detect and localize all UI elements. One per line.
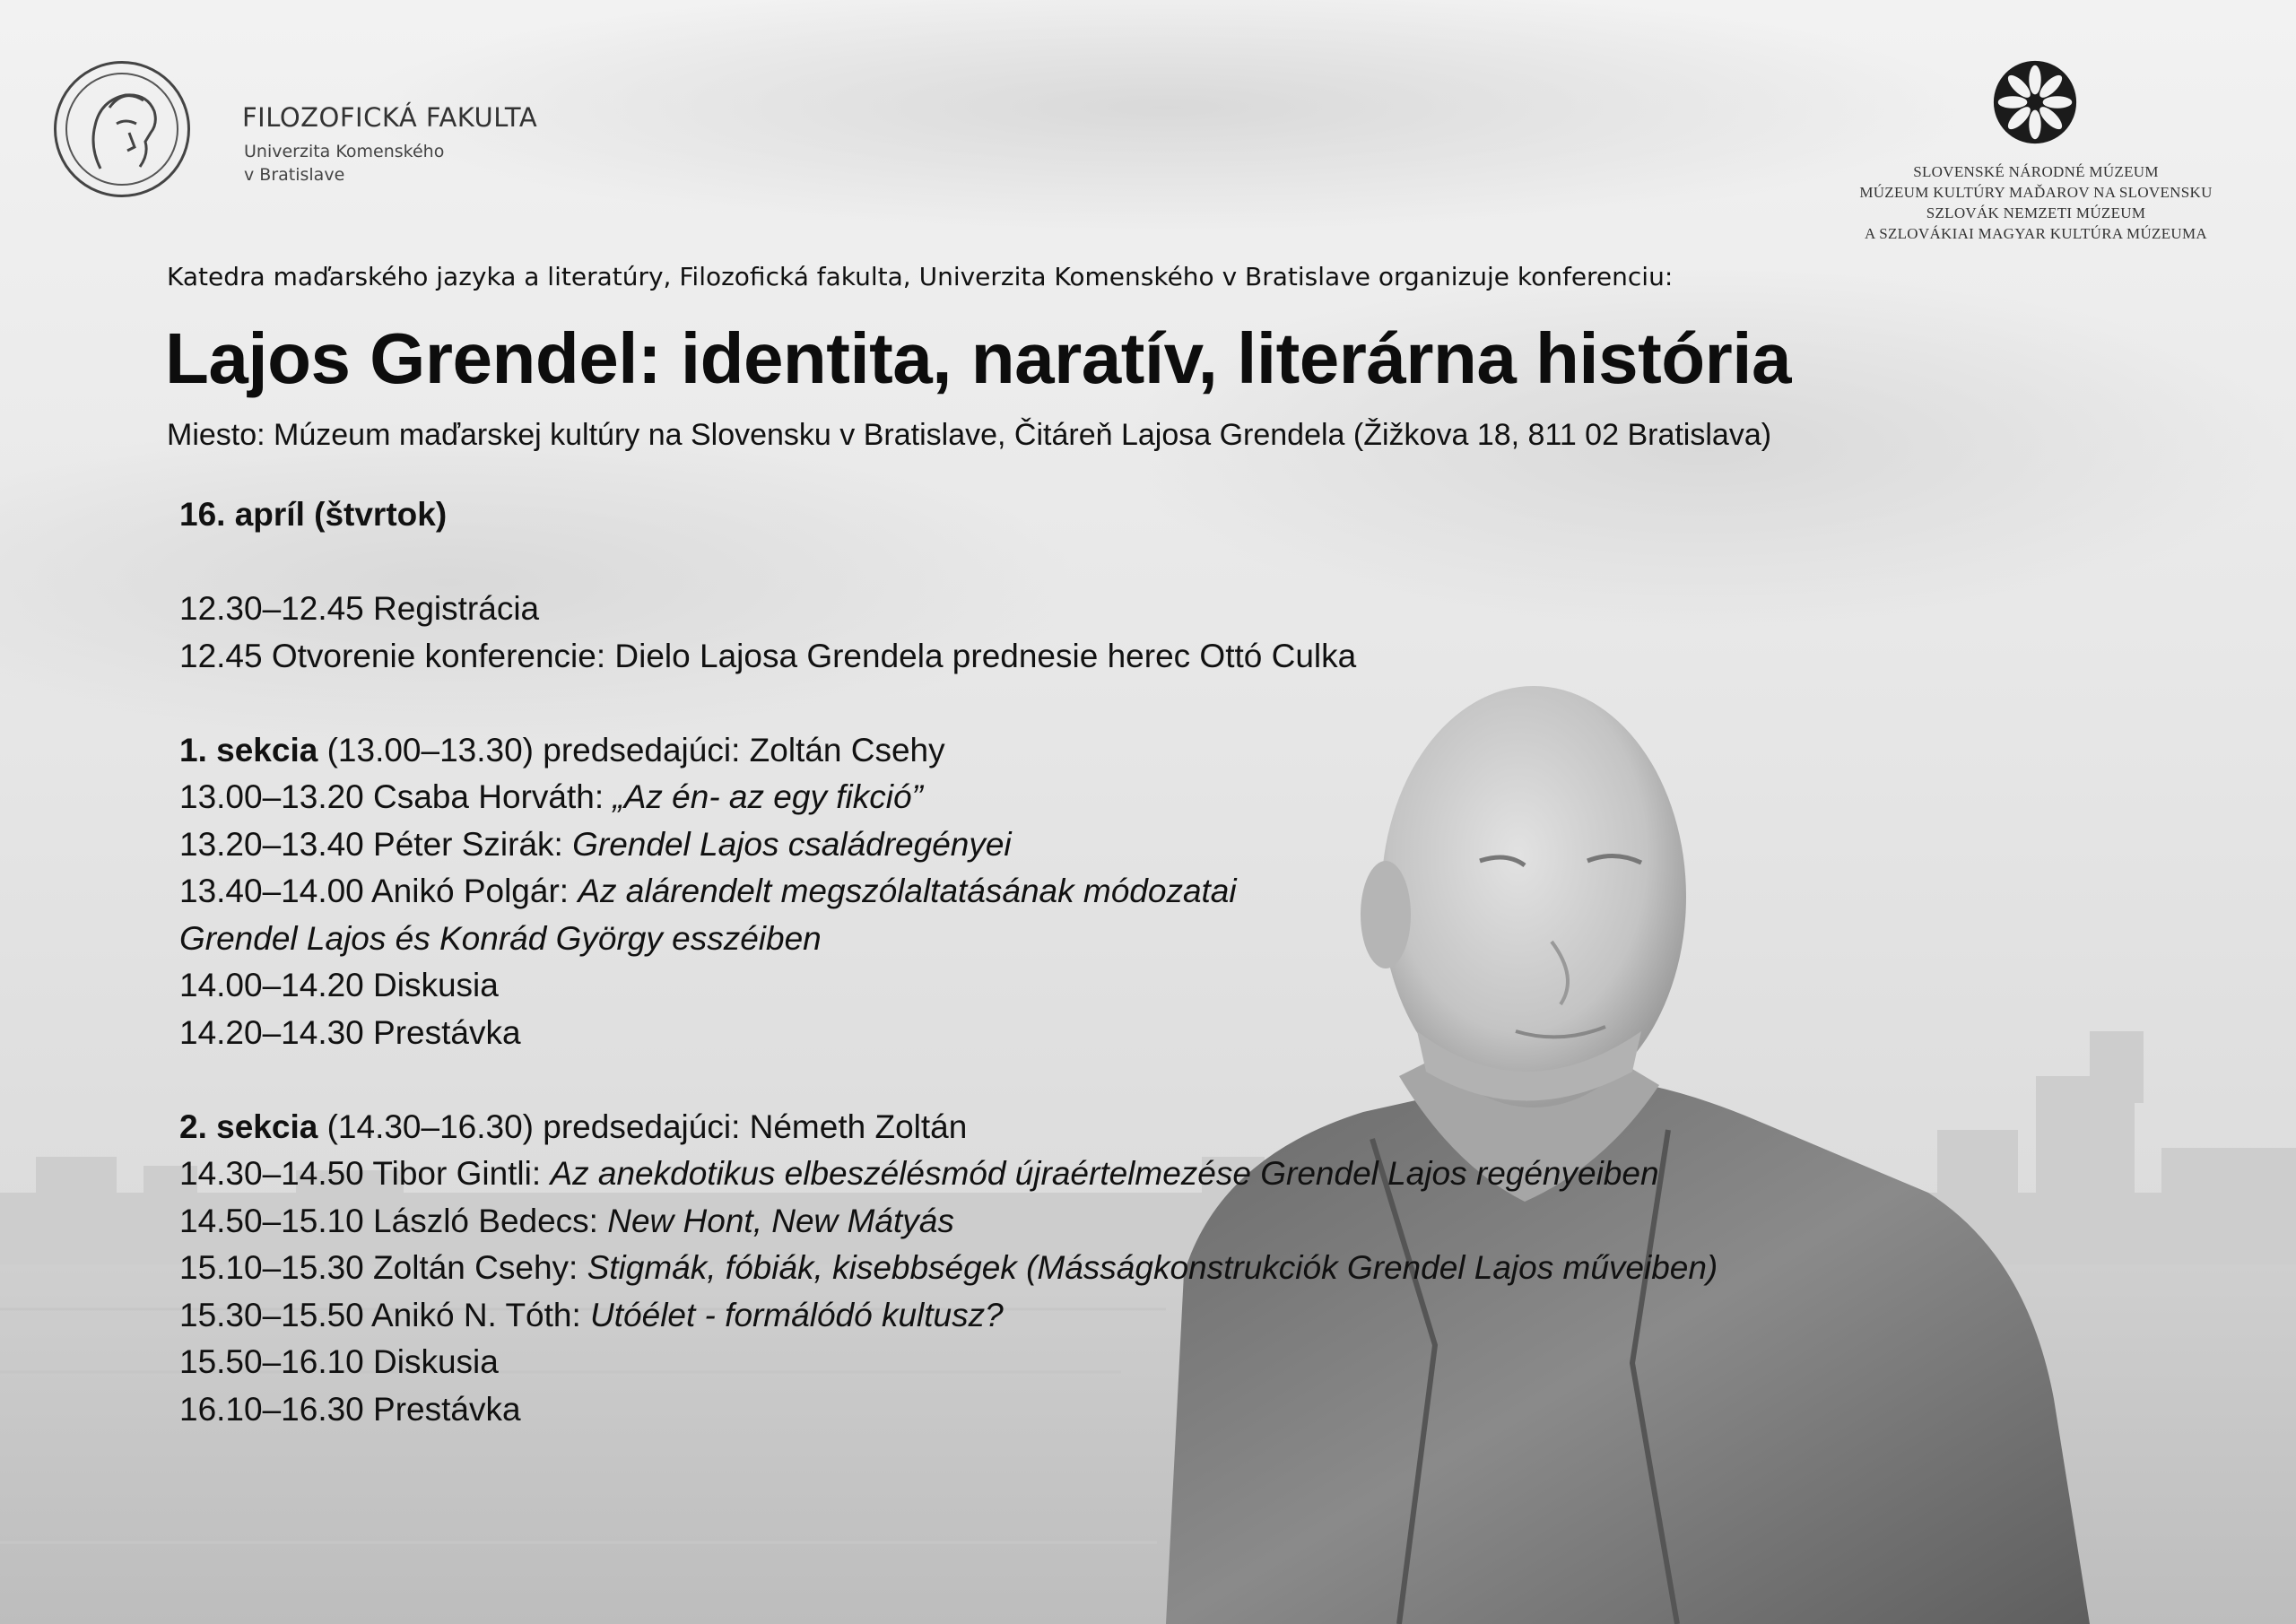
talk-title: „Az én- az egy fikció” [613,778,923,815]
section-heading [179,727,1718,775]
program-item: 14.00–14.20 Diskusia [179,967,499,1003]
talk-title: Utóélet - formálódó kultusz? [590,1296,1004,1333]
faculty-subtitle: Univerzita Komenského v Bratislave [244,142,445,185]
section-name: 1. sekcia [179,731,318,769]
talk-title: New Hont, New Mátyás [607,1202,954,1239]
talk-item: 14.50–15.10 László Bedecs: New Hont, New Mátyás [179,1202,954,1239]
talk-title: Az alárendelt megszólaltatásának módozatai [578,873,1237,909]
helmet-head-icon [54,61,190,197]
talk-title: Grendel Lajos családregényei [572,825,1012,863]
program-item: 12.30–12.45 Registrácia [179,590,540,627]
talk-item: 13.00–13.20 Csaba Horváth: „Az én- az egy fikció” [179,778,923,815]
talk-title: Stigmák, fóbiák, kisebbségek (Másságkonstrukciók Grendel Lajos műveiben) [587,1249,1718,1286]
talk-title-continued: Grendel Lajos és Konrád György esszéiben [179,919,822,957]
museum-logo [1812,54,2260,251]
section-info: (14.30–16.30) predsedajúci: Németh Zoltán [317,1107,968,1145]
faculty-logo [54,61,556,204]
venue-text: Miesto: Múzeum maďarskej kultúry na Slovensku v Bratislave, Čitáreň Lajosa Grendela (Žižkova 18, 811 02 Bratislava) [167,418,1772,452]
program-item: 15.50–16.10 Diskusia [179,1343,499,1380]
section-name: 2. sekcia [179,1107,318,1145]
talk-item: 15.30–15.50 Anikó N. Tóth: Utóélet - formálódó kultusz? [179,1296,1004,1333]
talk-item: 13.40–14.00 Anikó Polgár: Az alárendelt megszólaltatásának módozatai [179,873,1237,909]
talk-item: 15.10–15.30 Zoltán Csehy: Stigmák, fóbiák, kisebbségek (Másságkonstrukciók Grendel Lajos műveiben) [179,1249,1718,1286]
talk-item: 13.20–13.40 Péter Szirák: Grendel Lajos családregényei [179,825,1012,863]
program [179,491,1718,1433]
museum-name: SLOVENSKÉ NÁRODNÉ MÚZEUM MÚZEUM KULTÚRY MAĎAROV NA SLOVENSKU SZLOVÁK NEMZETI MÚZEUM A SZLOVÁKIAI MAGYAR KULTÚRA MÚZEUMA [1859,163,2213,242]
program-item: 12.45 Otvorenie konferencie: Dielo Lajosa Grendela prednesie herec Ottó Culka [179,637,1357,674]
faculty-title: FILOZOFICKÁ FAKULTA [242,102,538,133]
intro-text: Katedra maďarského jazyka a literatúry, Filozofická fakulta, Univerzita Komenského v Bratislave organizuje konferenciu: [167,262,1674,291]
section-info: (13.00–13.30) predsedajúci: Zoltán Csehy [317,731,945,769]
program-day: 16. apríl (štvrtok) [179,496,448,533]
flower-star-icon [1992,59,2078,145]
talk-title: Az anekdotikus elbeszélésmód újraértelmezése Grendel Lajos regényeiben [550,1155,1659,1192]
page-title: Lajos Grendel: identita, naratív, literárna história [165,318,1791,398]
section-heading [179,1104,1718,1151]
talk-item: 14.30–14.50 Tibor Gintli: Az anekdotikus elbeszélésmód újraértelmezése Grendel Lajos regényeiben [179,1155,1659,1192]
program-item: 16.10–16.30 Prestávka [179,1390,521,1428]
program-item: 14.20–14.30 Prestávka [179,1013,521,1051]
